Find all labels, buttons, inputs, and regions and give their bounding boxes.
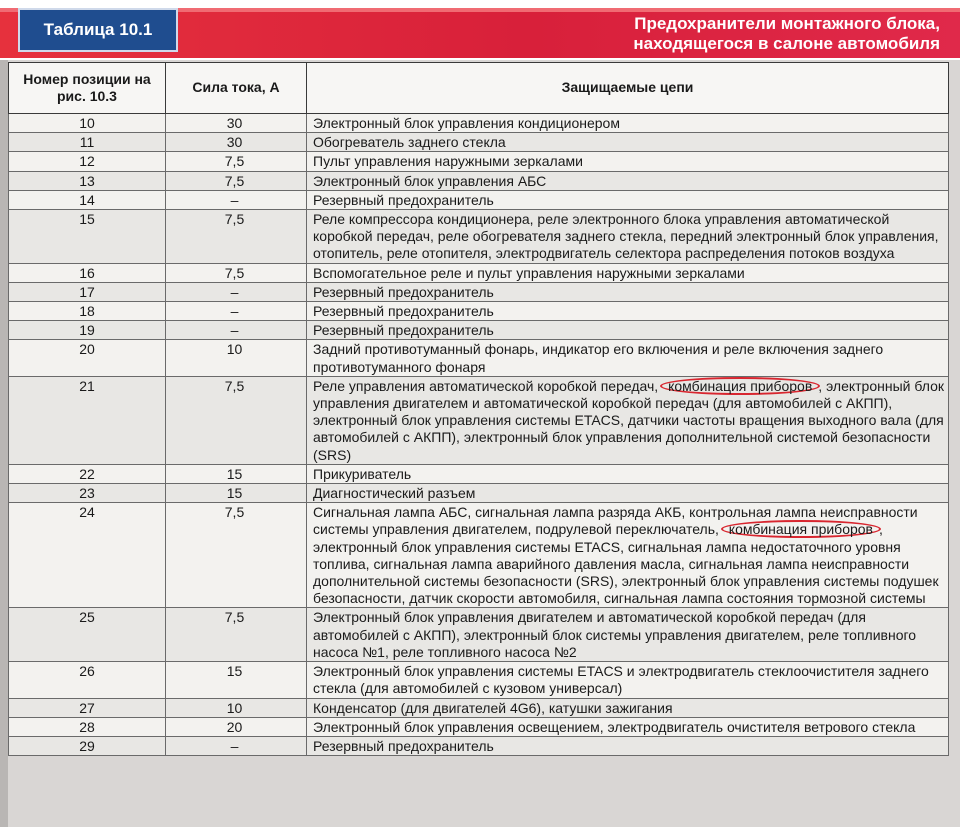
column-header-current: Сила тока, А [166,63,307,114]
column-header-circuits: Защищаемые цепи [307,63,949,114]
table-row [9,152,949,171]
table-row [9,114,949,133]
fuse-position: 17 [9,282,166,301]
fuse-circuits: Резервный предохранитель [307,321,949,340]
highlighted-instrument-cluster: комбинация приборов [721,520,881,538]
fuse-circuits: Электронный блок управления системы ETACS и электродвигатель стеклоочистителя заднего стекла (для автомобилей с кузовом универсал) [307,662,949,698]
fuse-current: 30 [166,114,307,133]
table-banner [0,0,960,60]
table-row [9,464,949,483]
fuse-circuits: Диагностический разъем [307,484,949,503]
fuse-position: 15 [9,210,166,264]
fuse-current: – [166,321,307,340]
fuse-circuits: Резервный предохранитель [307,190,949,209]
fuse-circuits: Электронный блок управления кондиционером [307,114,949,133]
fuse-current: – [166,190,307,209]
table-row [9,321,949,340]
fuse-position: 10 [9,114,166,133]
fuse-position: 24 [9,503,166,608]
fuse-current: 7,5 [166,210,307,264]
fuse-position: 27 [9,698,166,717]
fuse-current: – [166,736,307,755]
table-row [9,340,949,376]
fuse-position: 29 [9,736,166,755]
fuse-circuits: Вспомогательное реле и пульт управления наружными зеркалами [307,263,949,282]
fuse-current: 20 [166,717,307,736]
circuits-text: , электронный блок управления двигателем и автоматической коробкой передач (для автомобилей с АКПП), электронный блок управления системы ETACS, датчики частоты вращения выходного вала (для автомобилей с АКПП), электронный блок управления дополнительной системой безопасности (SRS) [313,377,944,463]
fuse-current: – [166,282,307,301]
fuse-current: 15 [166,464,307,483]
table-title-line-1: Предохранители монтажного блока, [634,14,940,33]
fuse-position: 13 [9,171,166,190]
table-row [9,376,949,464]
table-header-row [9,63,949,114]
fuse-circuits: Пульт управления наружными зеркалами [307,152,949,171]
table-row [9,484,949,503]
table-row [9,210,949,264]
fuse-circuits [307,503,949,608]
fuse-position: 12 [9,152,166,171]
fuse-position: 20 [9,340,166,376]
fuse-current: 7,5 [166,152,307,171]
fuse-circuits [307,376,949,464]
fuse-current: 15 [166,662,307,698]
fuse-position: 22 [9,464,166,483]
fuse-position: 19 [9,321,166,340]
fuse-table-body [9,114,949,756]
fuse-position: 26 [9,662,166,698]
table-row [9,717,949,736]
fuse-circuits: Конденсатор (для двигателей 4G6), катушки зажигания [307,698,949,717]
table-row [9,608,949,662]
fuse-current: 7,5 [166,608,307,662]
fuse-position: 25 [9,608,166,662]
fuse-position: 18 [9,302,166,321]
fuse-current: 7,5 [166,503,307,608]
table-title [420,14,940,54]
table-title-line-2: находящегося в салоне автомобиля [633,34,940,53]
table-row [9,698,949,717]
fuse-circuits: Электронный блок управления освещением, электродвигатель очистителя ветрового стекла [307,717,949,736]
page-edge [0,60,8,827]
fuse-circuits: Электронный блок управления двигателем и автоматической коробкой передач (для автомобилей с АКПП), электронный блок системы управления двигателем, реле топливного насоса №1, реле топливного насоса №2 [307,608,949,662]
table-row [9,736,949,755]
table-row [9,133,949,152]
fuse-table [8,62,949,756]
fuse-position: 16 [9,263,166,282]
fuse-circuits: Прикуриватель [307,464,949,483]
fuse-current: 7,5 [166,171,307,190]
circuits-text: , электронный блок управления системы ETACS, сигнальная лампа недостаточного уровня топлива, сигнальная лампа аварийного давления масла, сигнальная лампа неисправности дополнительной системы безопасности (SRS), электронный блок управления системы подушек безопасности, датчик скорости автомобиля, сигнальная лампа состояния тормозной системы [313,521,939,607]
fuse-current: 7,5 [166,376,307,464]
fuse-position: 21 [9,376,166,464]
fuse-circuits: Обогреватель заднего стекла [307,133,949,152]
fuse-circuits: Задний противотуманный фонарь, индикатор его включения и реле включения заднего противотуманного фонаря [307,340,949,376]
fuse-position: 11 [9,133,166,152]
fuse-current: 7,5 [166,263,307,282]
circuits-text: Сигнальная лампа АБС, сигнальная лампа разряда АКБ, контрольная лампа неисправности системы управления двигателем, подрулевой переключатель, [313,504,918,538]
fuse-position: 28 [9,717,166,736]
table-row [9,662,949,698]
fuse-current: – [166,302,307,321]
table-row [9,263,949,282]
fuse-circuits: Резервный предохранитель [307,736,949,755]
fuse-circuits: Резервный предохранитель [307,302,949,321]
table-number-tag: Таблица 10.1 [18,8,178,52]
fuse-position: 14 [9,190,166,209]
fuse-position: 23 [9,484,166,503]
circuits-text: Реле управления автоматической коробкой передач, [313,377,663,394]
fuse-current: 15 [166,484,307,503]
fuse-current: 30 [166,133,307,152]
table-row [9,503,949,608]
table-row [9,171,949,190]
fuse-current: 10 [166,340,307,376]
highlighted-instrument-cluster: комбинация приборов [660,377,820,395]
table-row [9,302,949,321]
table-row [9,282,949,301]
fuse-circuits: Реле компрессора кондиционера, реле электронного блока управления автоматической коробкой передач, реле обогревателя заднего стекла, передний электронный блок управления, отопитель, реле отопителя, электродвигатель селектора распределения потоков воздуха [307,210,949,264]
fuse-circuits: Резервный предохранитель [307,282,949,301]
table-row [9,190,949,209]
fuse-current: 10 [166,698,307,717]
column-header-position: Номер позиции на рис. 10.3 [9,63,166,114]
fuse-circuits: Электронный блок управления АБС [307,171,949,190]
